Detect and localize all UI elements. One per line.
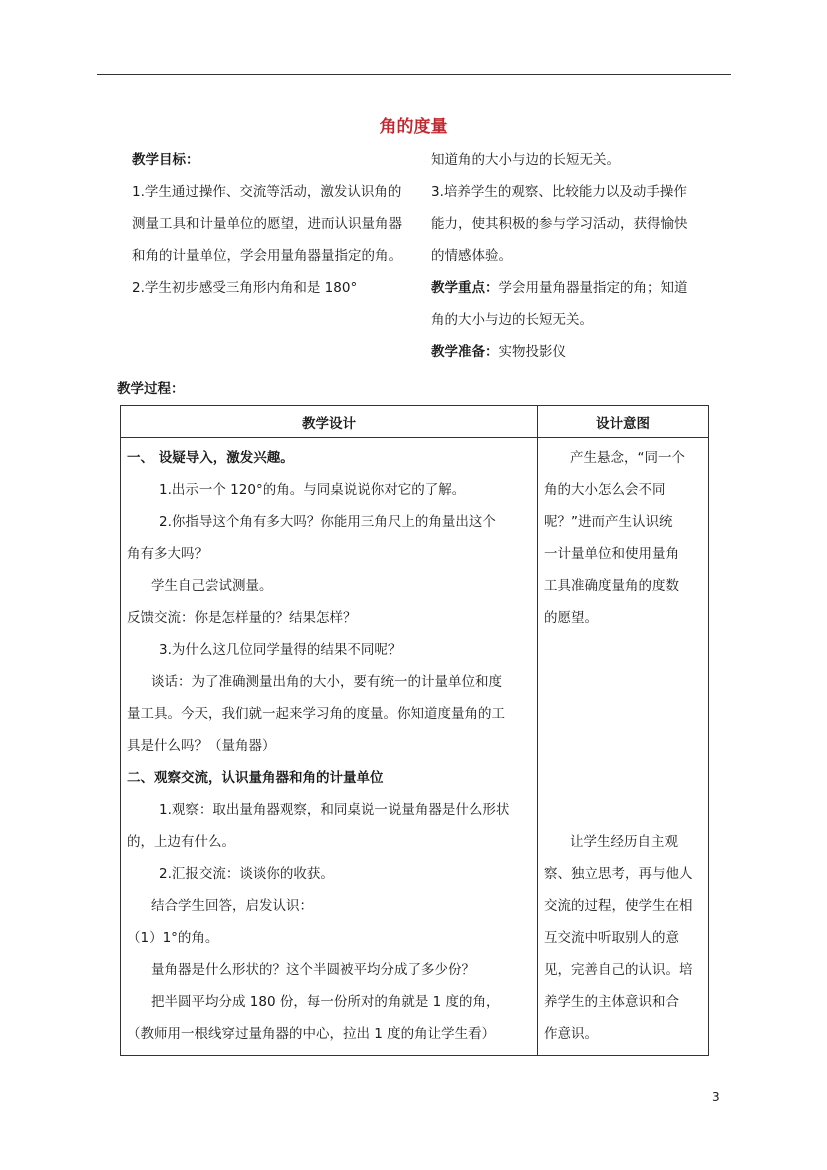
design-line: 角有多大吗？ — [127, 546, 208, 562]
page-number: 3 — [712, 1090, 720, 1104]
intent-line: 让学生经历自主观 — [570, 834, 678, 850]
design-line: 把半圆平均分成 180 份，每一份所对的角就是 1 度的角， — [151, 994, 500, 1010]
objective-1-line-1: 1.学生通过操作、交流等活动，激发认识角的 — [132, 184, 402, 200]
header-rule — [97, 74, 731, 75]
objective-3-line-2: 能力，使其积极的参与学习活动，获得愉快 — [431, 216, 688, 232]
objective-3-line-3: 的情感体验。 — [431, 248, 512, 264]
prep-line — [431, 336, 721, 368]
objective-1-line-3: 和角的计量单位，学会用量角器量指定的角。 — [132, 248, 402, 264]
header-design: 教学设计 — [121, 406, 538, 438]
design-line: 2.汇报交流：谈谈你的收获。 — [159, 866, 334, 882]
section-2-heading: 二、观察交流，认识量角器和角的计量单位 — [127, 770, 384, 786]
focus-line-2: 角的大小与边的长短无关。 — [431, 312, 593, 328]
intent-line: 的愿望。 — [544, 610, 598, 626]
process-label: 教学过程： — [117, 381, 185, 397]
intent-line: 产生悬念，“同一个 — [570, 450, 685, 466]
focus-text-1: 学会用量角器量指定的角；知道 — [498, 280, 688, 296]
intent-line: 工具准确度量角的度数 — [544, 578, 679, 594]
intent-line: 一计量单位和使用量角 — [544, 546, 679, 562]
intent-line: 角的大小怎么会不同 — [544, 482, 666, 498]
objective-2-line-2: 知道角的大小与边的长短无关。 — [431, 152, 620, 168]
design-line: 1.出示一个 120°的角。与同桌说说你对它的了解。 — [159, 482, 466, 498]
lesson-table — [120, 405, 709, 1056]
focus-line-1 — [431, 272, 721, 304]
design-line: （1）1°的角。 — [127, 930, 219, 946]
design-line: 1.观察：取出量角器观察，和同桌说一说量角器是什么形状 — [159, 802, 510, 818]
design-cell — [121, 438, 538, 1056]
prep-value: 实物投影仪 — [498, 344, 566, 360]
design-line: （教师用一根线穿过量角器的中心，拉出 1 度的角让学生看） — [127, 1026, 496, 1042]
objectives-right-column — [431, 144, 721, 368]
objective-3-line-1: 3.培养学生的观察、比较能力以及动手操作 — [431, 184, 687, 200]
objectives-left-column — [132, 144, 417, 304]
design-line: 具是什么吗？（量角器） — [127, 738, 276, 754]
intent-line: 察、独立思考，再与他人 — [544, 866, 693, 882]
design-line: 结合学生回答，启发认识： — [151, 898, 313, 914]
objectives-heading: 教学目标： — [132, 152, 200, 168]
objective-2-line-1: 2.学生初步感受三角形内角和是 180° — [132, 280, 358, 296]
intent-line: 养学生的主体意识和合 — [544, 994, 679, 1010]
design-line: 量角器是什么形状的？这个半圆被平均分成了多少份？ — [151, 962, 475, 978]
section-1-heading: 一、 设疑导入，激发兴趣。 — [127, 450, 294, 466]
design-line: 量工具。今天，我们就一起来学习角的度量。你知道度量角的工 — [127, 706, 505, 722]
table-row — [121, 438, 709, 1056]
design-line: 的，上边有什么。 — [127, 834, 235, 850]
header-intent: 设计意图 — [538, 406, 709, 438]
design-line: 3.为什么这几位同学量得的结果不同呢？ — [159, 642, 402, 658]
intent-line: 交流的过程，使学生在相 — [544, 898, 693, 914]
intent-cell — [538, 438, 709, 1056]
prep-label: 教学准备： — [431, 344, 499, 360]
design-line: 2.你指导这个角有多大吗？你能用三角尺上的角量出这个 — [159, 514, 496, 530]
focus-label: 教学重点： — [431, 280, 499, 296]
page-title: 角的度量 — [379, 117, 448, 137]
intent-line: 作意识。 — [544, 1026, 598, 1042]
design-line: 学生自己尝试测量。 — [151, 578, 273, 594]
design-line: 谈话：为了准确测量出角的大小，要有统一的计量单位和度 — [151, 674, 502, 690]
design-line: 反馈交流：你是怎样量的？结果怎样？ — [127, 610, 357, 626]
intent-line: 见，完善自己的认识。培 — [544, 962, 693, 978]
objective-1-line-2: 测量工具和计量单位的愿望，进而认识量角器 — [132, 216, 402, 232]
intent-line: 互交流中听取别人的意 — [544, 930, 679, 946]
intent-line: 呢？”进而产生认识统 — [544, 514, 673, 530]
table-header-row — [121, 406, 709, 438]
